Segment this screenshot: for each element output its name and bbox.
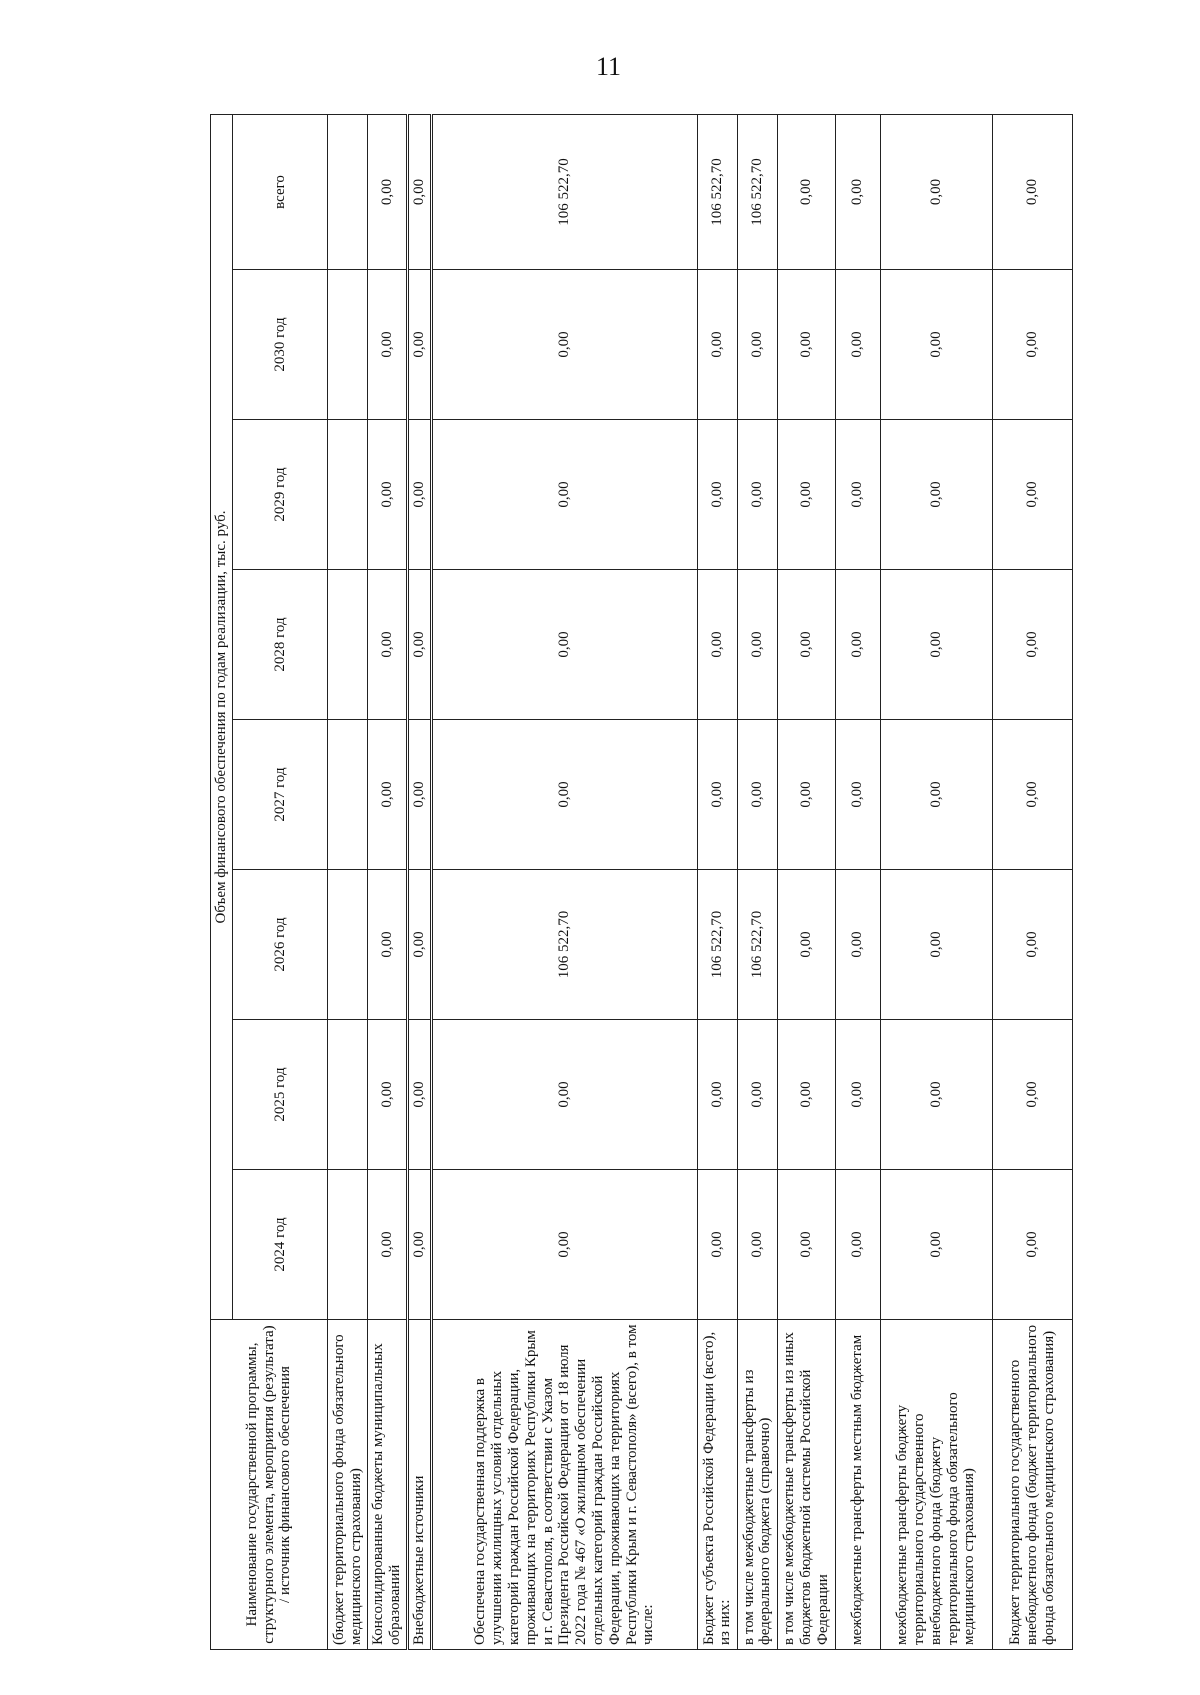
row-value-2030: 0,00 bbox=[880, 270, 992, 420]
row-value-2026: 0,00 bbox=[408, 870, 432, 1020]
row-source-name: межбюджетные трансферты бюджету территориального государственного внебюджетного фонда (бюджету территориального фонда обязательного медицинского страхования) bbox=[880, 1320, 992, 1650]
row-value-2028: 0,00 bbox=[697, 570, 737, 720]
row-value-total: 0,00 bbox=[835, 114, 880, 269]
row-value-2026: 0,00 bbox=[368, 870, 408, 1020]
row-value-2025: 0,00 bbox=[368, 1020, 408, 1170]
row-value-2030: 0,00 bbox=[992, 270, 1072, 420]
row-value-2027 bbox=[328, 720, 368, 870]
row-value-total: 106 522,70 bbox=[697, 114, 737, 269]
page-number: 11 bbox=[596, 52, 622, 81]
table-row bbox=[737, 114, 777, 1649]
row-value-2025: 0,00 bbox=[992, 1020, 1072, 1170]
row-value-2029: 0,00 bbox=[697, 420, 737, 570]
header-year-2027: 2027 год bbox=[233, 720, 328, 870]
row-value-2025: 0,00 bbox=[835, 1020, 880, 1170]
row-value-2026: 106 522,70 bbox=[737, 870, 777, 1020]
row-source-name: Обеспечена государственная поддержка в улучшении жилищных условий отдельных категорий граждан Российской Федерации, проживающих на территориях Республики Крым и г. Севастополя, в соответствии с Указом Президента Российской Федерации от 18 июля 2022 года № 467 «О жилищном обеспечении отдельных категорий граждан Российской Федерации, проживающих на территориях Республики Крым и г. Севастополя» (всего), в том числе: bbox=[431, 1320, 697, 1650]
header-year-2024: 2024 год bbox=[233, 1170, 328, 1320]
row-value-2027: 0,00 bbox=[992, 720, 1072, 870]
row-value-2026: 0,00 bbox=[992, 870, 1072, 1020]
row-value-2025: 0,00 bbox=[408, 1020, 432, 1170]
row-value-2027: 0,00 bbox=[431, 720, 697, 870]
table-row bbox=[431, 114, 697, 1649]
row-value-2026: 106 522,70 bbox=[431, 870, 697, 1020]
row-value-2028: 0,00 bbox=[777, 570, 835, 720]
rotated-table-container bbox=[210, 115, 1057, 1650]
table-header bbox=[211, 114, 328, 1649]
row-value-2024: 0,00 bbox=[777, 1170, 835, 1320]
table-row bbox=[777, 114, 835, 1649]
row-value-2028: 0,00 bbox=[408, 570, 432, 720]
row-value-2024: 0,00 bbox=[880, 1170, 992, 1320]
row-value-2024 bbox=[328, 1170, 368, 1320]
table-body bbox=[328, 114, 1073, 1649]
table-row bbox=[368, 114, 408, 1649]
row-value-2029: 0,00 bbox=[880, 420, 992, 570]
row-value-2028: 0,00 bbox=[737, 570, 777, 720]
row-value-2027: 0,00 bbox=[737, 720, 777, 870]
row-value-2025: 0,00 bbox=[697, 1020, 737, 1170]
header-name-column: Наименование государственной программы, структурного элемента, мероприятия (результата) / источник финансового обеспечения bbox=[211, 1320, 328, 1650]
row-value-2029: 0,00 bbox=[737, 420, 777, 570]
row-value-total bbox=[328, 114, 368, 269]
row-value-2024: 0,00 bbox=[992, 1170, 1072, 1320]
header-year-2029: 2029 год bbox=[233, 420, 328, 570]
row-value-2029: 0,00 bbox=[368, 420, 408, 570]
row-value-2030: 0,00 bbox=[431, 270, 697, 420]
row-value-2024: 0,00 bbox=[431, 1170, 697, 1320]
row-value-2025: 0,00 bbox=[431, 1020, 697, 1170]
row-value-total: 0,00 bbox=[408, 114, 432, 269]
row-value-2028: 0,00 bbox=[431, 570, 697, 720]
row-source-name: (бюджет территориального фонда обязательного медицинского страхования) bbox=[328, 1320, 368, 1650]
row-value-total: 0,00 bbox=[880, 114, 992, 269]
row-source-name: Бюджет территориального государственного внебюджетного фонда (бюджет территориального фонда обязательного медицинского страхования) bbox=[992, 1320, 1072, 1650]
row-value-2028: 0,00 bbox=[992, 570, 1072, 720]
table-row bbox=[408, 114, 432, 1649]
row-value-2029: 0,00 bbox=[777, 420, 835, 570]
header-year-2028: 2028 год bbox=[233, 570, 328, 720]
header-total: всего bbox=[233, 114, 328, 269]
row-value-2030: 0,00 bbox=[697, 270, 737, 420]
row-value-2025: 0,00 bbox=[880, 1020, 992, 1170]
row-value-2029: 0,00 bbox=[835, 420, 880, 570]
row-source-name: в том числе межбюджетные трансферты из федерального бюджета (справочно) bbox=[737, 1320, 777, 1650]
row-value-2027: 0,00 bbox=[835, 720, 880, 870]
row-value-2024: 0,00 bbox=[697, 1170, 737, 1320]
row-source-name: Бюджет субъекта Российской Федерации (всего), из них: bbox=[697, 1320, 737, 1650]
row-value-total: 106 522,70 bbox=[431, 114, 697, 269]
row-source-name: Консолидированные бюджеты муниципальных образований bbox=[368, 1320, 408, 1650]
row-value-2030: 0,00 bbox=[368, 270, 408, 420]
row-value-2024: 0,00 bbox=[368, 1170, 408, 1320]
row-value-2026: 0,00 bbox=[777, 870, 835, 1020]
row-value-2029: 0,00 bbox=[408, 420, 432, 570]
row-source-name: Внебюджетные источники bbox=[408, 1320, 432, 1650]
row-value-2030: 0,00 bbox=[737, 270, 777, 420]
header-year-2026: 2026 год bbox=[233, 870, 328, 1020]
row-value-2024: 0,00 bbox=[408, 1170, 432, 1320]
row-value-2025 bbox=[328, 1020, 368, 1170]
table-row bbox=[880, 114, 992, 1649]
row-value-2029 bbox=[328, 420, 368, 570]
row-value-2025: 0,00 bbox=[737, 1020, 777, 1170]
row-value-total: 0,00 bbox=[992, 114, 1072, 269]
row-value-2028: 0,00 bbox=[835, 570, 880, 720]
row-value-2028 bbox=[328, 570, 368, 720]
row-value-2027: 0,00 bbox=[368, 720, 408, 870]
row-value-2029: 0,00 bbox=[431, 420, 697, 570]
row-value-total: 106 522,70 bbox=[737, 114, 777, 269]
row-value-2026: 0,00 bbox=[835, 870, 880, 1020]
row-value-2030: 0,00 bbox=[777, 270, 835, 420]
row-value-total: 0,00 bbox=[777, 114, 835, 269]
row-value-2028: 0,00 bbox=[368, 570, 408, 720]
row-value-2030: 0,00 bbox=[408, 270, 432, 420]
row-value-2027: 0,00 bbox=[697, 720, 737, 870]
table-row bbox=[328, 114, 368, 1649]
row-value-2026: 106 522,70 bbox=[697, 870, 737, 1020]
header-year-2030: 2030 год bbox=[233, 270, 328, 420]
table-row bbox=[992, 114, 1072, 1649]
row-value-2029: 0,00 bbox=[992, 420, 1072, 570]
table-row bbox=[697, 114, 737, 1649]
row-value-total: 0,00 bbox=[368, 114, 408, 269]
row-value-2027: 0,00 bbox=[880, 720, 992, 870]
row-value-2026: 0,00 bbox=[880, 870, 992, 1020]
row-value-2025: 0,00 bbox=[777, 1020, 835, 1170]
row-value-2024: 0,00 bbox=[737, 1170, 777, 1320]
table-row bbox=[835, 114, 880, 1649]
row-value-2030: 0,00 bbox=[835, 270, 880, 420]
row-value-2030 bbox=[328, 270, 368, 420]
row-value-2027: 0,00 bbox=[408, 720, 432, 870]
header-financing-volume: Объем финансового обеспечения по годам реализации, тыс. руб. bbox=[211, 114, 233, 1319]
row-value-2027: 0,00 bbox=[777, 720, 835, 870]
row-value-2028: 0,00 bbox=[880, 570, 992, 720]
financing-table bbox=[210, 114, 1073, 1650]
row-source-name: межбюджетные трансферты местным бюджетам bbox=[835, 1320, 880, 1650]
header-year-2025: 2025 год bbox=[233, 1020, 328, 1170]
row-source-name: в том числе межбюджетные трансферты из иных бюджетов бюджетной системы Российской Федерации bbox=[777, 1320, 835, 1650]
row-value-2024: 0,00 bbox=[835, 1170, 880, 1320]
row-value-2026 bbox=[328, 870, 368, 1020]
